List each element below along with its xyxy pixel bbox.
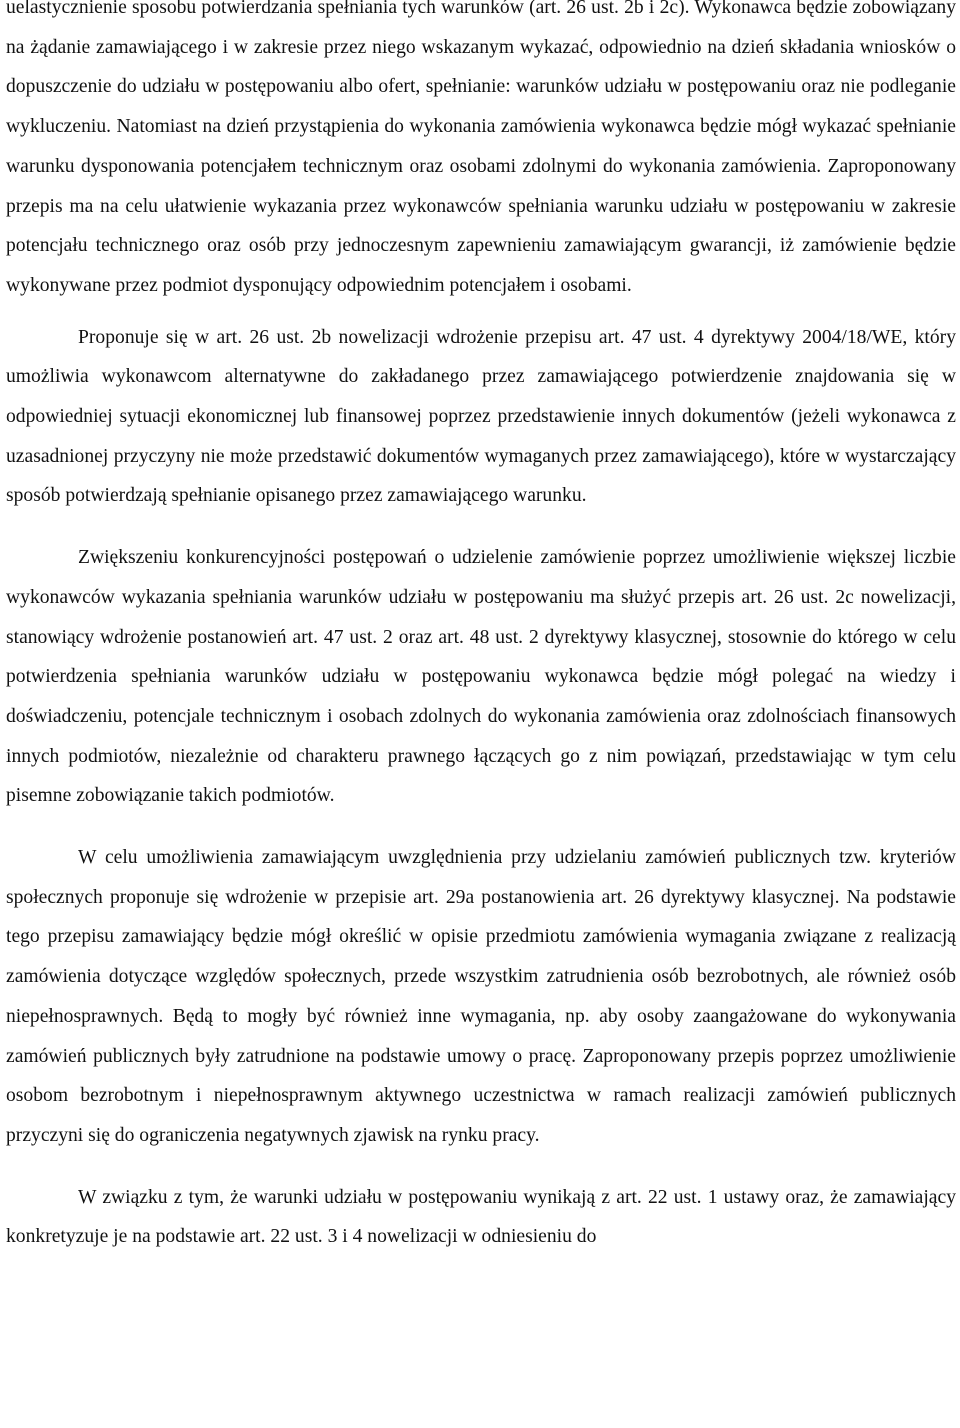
document-page [6,0,956,1257]
paragraph-3: Zwiększeniu konkurencyjności postępowań o udzielenie zamówienie poprzez umożliwienie większej liczbie wykonawców wykazania spełniania warunków udziału w postępowaniu ma służyć przepis art. 26 ust. 2c nowelizacji, stanowiący wdrożenie postanowień art. 47 ust. 2 oraz art. 48 ust. 2 dyrektywy klasycznej, stosownie do którego w celu potwierdzenia spełniania warunków udziału w postępowaniu wykonawca będzie mógł polegać na wiedzy i doświadczeniu, potencjale technicznym i osobach zdolnych do wykonania zamówienia oraz zdolnościach finansowych innych podmiotów, niezależnie od charakteru prawnego łączących go z nim powiązań, przedstawiając w tym celu pisemne zobowiązanie takich podmiotów. [6,547,956,807]
paragraph-4: W celu umożliwienia zamawiającym uwzględnienia przy udzielaniu zamówień publicznych tzw. kryteriów społecznych proponuje się wdrożenie w przepisie art. 29a postanowienia art. 26 dyrektywy klasycznej. Na podstawie tego przepisu zamawiający będzie mógł określić w opisie przedmiotu zamówienia wymagania związane z realizacją zamówienia dotyczące względów społecznych, przede wszystkim zatrudnienia osób bezrobotnych, ale również osób niepełnosprawnych. Będą to mogły być również inne wymagania, np. aby osoby zaangażowane do wykonywania zamówień publicznych były zatrudnione na podstawie umowy o pracę. Zaproponowany przepis poprzez umożliwienie osobom bezrobotnym i niepełnosprawnym aktywnego uczestnictwa w ramach realizacji zamówień publicznych przyczyni się do ograniczenia negatywnych zjawisk na rynku pracy. [6,847,956,1146]
paragraph-5: W związku z tym, że warunki udziału w postępowaniu wynikają z art. 22 ust. 1 ustawy oraz, że zamawiający konkretyzuje je na podstawie art. 22 ust. 3 i 4 nowelizacji w odniesieniu do [6,1186,956,1248]
paragraph-2: Proponuje się w art. 26 ust. 2b nowelizacji wdrożenie przepisu art. 47 ust. 4 dyrektywy 2004/18/WE, który umożliwia wykonawcom alternatywne do zakładanego przez zamawiającego potwierdzenie znajdowania się w odpowiedniej sytuacji ekonomicznej lub finansowej poprzez przedstawienie innych dokumentów (jeżeli wykonawca z uzasadnionej przyczyny nie może przedstawić dokumentów wymaganych przez zamawiającego), które w wystarczający sposób potwierdzają spełnianie opisanego przez zamawiającego warunku. [6,326,956,507]
paragraph-1: uelastycznienie sposobu potwierdzania spełniania tych warunków (art. 26 ust. 2b i 2c). Wykonawca będzie zobowiązany na żądanie zamawiającego i w zakresie przez niego wskazanym wykazać, odpowiednio na dzień składania wniosków o dopuszczenie do udziału w postępowaniu albo ofert, spełnianie: warunków udziału w postępowaniu oraz nie podleganie wykluczeniu. Natomiast na dzień przystąpienia do wykonania zamówienia wykonawca będzie mógł wykazać spełnianie warunku dysponowania potencjałem technicznym oraz osobami zdolnymi do wykonania zamówienia. Zaproponowany przepis ma na celu ułatwienie wykazania przez wykonawców spełniania warunku udziału w postępowaniu w zakresie potencjału technicznego oraz osób przy jednoczesnym zapewnieniu zamawiającym gwarancji, iż zamówienie będzie wykonywane przez podmiot dysponujący odpowiednim potencjałem i osobami. [6,0,956,296]
